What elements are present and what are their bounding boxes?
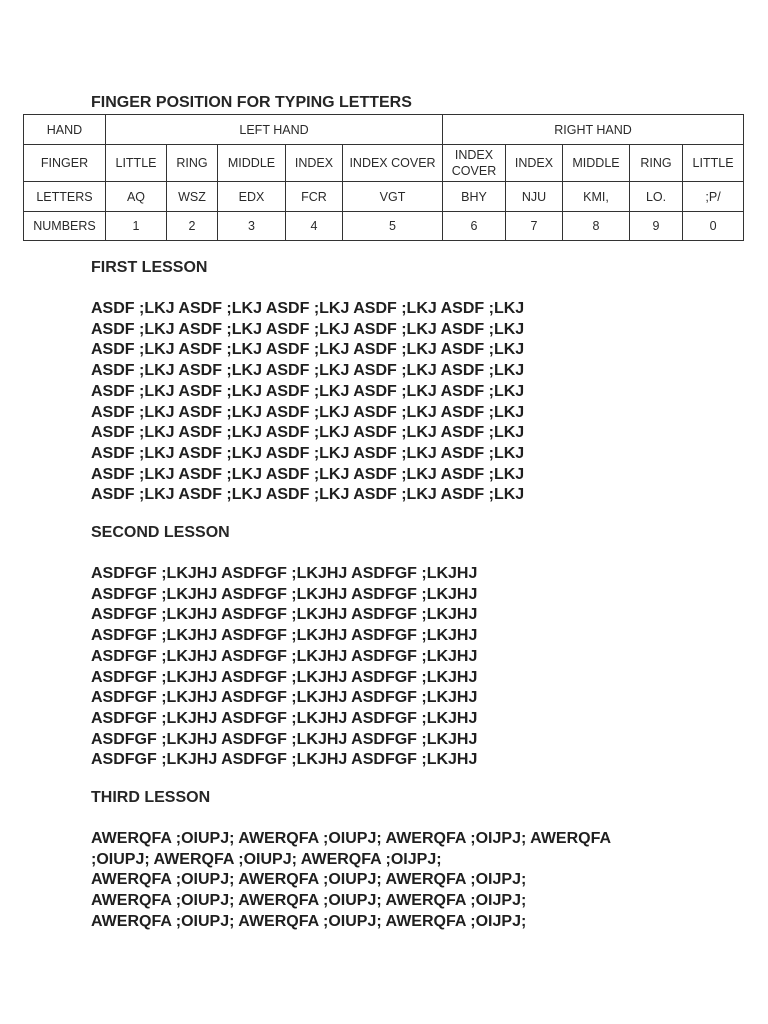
lesson-line: ASDF ;LKJ ASDF ;LKJ ASDF ;LKJ ASDF ;LKJ ASDF ;LKJ bbox=[91, 362, 525, 380]
numbers-cell: 0 bbox=[683, 212, 744, 241]
lesson-heading: THIRD LESSON bbox=[91, 789, 211, 806]
numbers-cell: 8 bbox=[563, 212, 630, 241]
lesson-line: ASDF ;LKJ ASDF ;LKJ ASDF ;LKJ ASDF ;LKJ ASDF ;LKJ bbox=[91, 320, 525, 338]
numbers-row bbox=[24, 212, 744, 241]
lesson-line: ASDF ;LKJ ASDF ;LKJ ASDF ;LKJ ASDF ;LKJ ASDF ;LKJ bbox=[91, 465, 525, 483]
lesson-line: ASDFGF ;LKJHJ ASDFGF ;LKJHJ ASDFGF ;LKJHJ bbox=[91, 668, 478, 686]
letters-cell: NJU bbox=[506, 182, 563, 212]
lesson-line: ASDFGF ;LKJHJ ASDFGF ;LKJHJ ASDFGF ;LKJHJ bbox=[91, 689, 478, 707]
lesson-line: AWERQFA ;OIUPJ; AWERQFA ;OIUPJ; AWERQFA ;OIJPJ; bbox=[91, 892, 527, 910]
lesson-line: ASDFGF ;LKJHJ ASDFGF ;LKJHJ ASDFGF ;LKJHJ bbox=[91, 709, 478, 727]
lesson-line: ASDF ;LKJ ASDF ;LKJ ASDF ;LKJ ASDF ;LKJ ASDF ;LKJ bbox=[91, 486, 525, 504]
lesson-line: ASDFGF ;LKJHJ ASDFGF ;LKJHJ ASDFGF ;LKJHJ bbox=[91, 647, 478, 665]
page-title: FINGER POSITION FOR TYPING LETTERS bbox=[91, 94, 412, 111]
letters-row bbox=[24, 182, 744, 212]
lesson-line: AWERQFA ;OIUPJ; AWERQFA ;OIUPJ; AWERQFA ;OIJPJ; AWERQFA bbox=[91, 830, 612, 847]
finger-cell: LITTLE bbox=[683, 145, 744, 182]
numbers-cell: 1 bbox=[106, 212, 167, 241]
lesson-line: ASDF ;LKJ ASDF ;LKJ ASDF ;LKJ ASDF ;LKJ ASDF ;LKJ bbox=[91, 300, 525, 317]
letters-cell: VGT bbox=[343, 182, 443, 212]
finger-cell: INDEX bbox=[506, 145, 563, 182]
finger-cell: INDEX bbox=[286, 145, 343, 182]
numbers-cell: 4 bbox=[286, 212, 343, 241]
hand-row bbox=[24, 115, 744, 145]
lesson-line: ASDFGF ;LKJHJ ASDFGF ;LKJHJ ASDFGF ;LKJHJ bbox=[91, 565, 478, 582]
numbers-cell: 7 bbox=[506, 212, 563, 241]
lesson-line: ASDFGF ;LKJHJ ASDFGF ;LKJHJ ASDFGF ;LKJHJ bbox=[91, 627, 478, 645]
lesson-line: AWERQFA ;OIUPJ; AWERQFA ;OIUPJ; AWERQFA ;OIJPJ; bbox=[91, 912, 527, 930]
numbers-cell: 2 bbox=[167, 212, 218, 241]
lesson-line: AWERQFA ;OIUPJ; AWERQFA ;OIUPJ; AWERQFA ;OIJPJ; bbox=[91, 871, 527, 889]
finger-cell: LITTLE bbox=[106, 145, 167, 182]
numbers-cell: 3 bbox=[218, 212, 286, 241]
numbers-cell: 5 bbox=[343, 212, 443, 241]
letters-cell: EDX bbox=[218, 182, 286, 212]
letters-cell: LO. bbox=[630, 182, 683, 212]
finger-cell: RING bbox=[167, 145, 218, 182]
lesson-line: ASDF ;LKJ ASDF ;LKJ ASDF ;LKJ ASDF ;LKJ ASDF ;LKJ bbox=[91, 341, 525, 359]
numbers-cell: 9 bbox=[630, 212, 683, 241]
finger-position-table bbox=[23, 114, 744, 241]
finger-cell: INDEX COVER bbox=[443, 145, 506, 182]
finger-cell: MIDDLE bbox=[218, 145, 286, 182]
letters-cell: KMI, bbox=[563, 182, 630, 212]
lesson-line: ASDF ;LKJ ASDF ;LKJ ASDF ;LKJ ASDF ;LKJ ASDF ;LKJ bbox=[91, 403, 525, 421]
letters-label-cell: LETTERS bbox=[24, 182, 106, 212]
hand-label-cell: HAND bbox=[24, 115, 106, 145]
first-lesson-section bbox=[91, 258, 731, 506]
numbers-label-cell: NUMBERS bbox=[24, 212, 106, 241]
letters-cell: BHY bbox=[443, 182, 506, 212]
finger-label-cell: FINGER bbox=[24, 145, 106, 182]
lesson-line: ;OIUPJ; AWERQFA ;OIUPJ; AWERQFA ;OIJPJ; bbox=[91, 850, 442, 868]
numbers-cell: 6 bbox=[443, 212, 506, 241]
finger-cell: RING bbox=[630, 145, 683, 182]
lesson-heading: SECOND LESSON bbox=[91, 524, 230, 541]
lesson-line: ASDF ;LKJ ASDF ;LKJ ASDF ;LKJ ASDF ;LKJ ASDF ;LKJ bbox=[91, 424, 525, 442]
lesson-line: ASDF ;LKJ ASDF ;LKJ ASDF ;LKJ ASDF ;LKJ ASDF ;LKJ bbox=[91, 444, 525, 462]
letters-cell: FCR bbox=[286, 182, 343, 212]
finger-cell: INDEX COVER bbox=[343, 145, 443, 182]
letters-cell: AQ bbox=[106, 182, 167, 212]
third-lesson-section bbox=[91, 788, 731, 933]
finger-row bbox=[24, 145, 744, 182]
lesson-line: ASDF ;LKJ ASDF ;LKJ ASDF ;LKJ ASDF ;LKJ ASDF ;LKJ bbox=[91, 382, 525, 400]
letters-cell: ;P/ bbox=[683, 182, 744, 212]
lesson-line: ASDFGF ;LKJHJ ASDFGF ;LKJHJ ASDFGF ;LKJHJ bbox=[91, 585, 478, 603]
left-hand-cell: LEFT HAND bbox=[106, 115, 443, 145]
lesson-heading: FIRST LESSON bbox=[91, 259, 208, 276]
finger-cell: MIDDLE bbox=[563, 145, 630, 182]
second-lesson-section bbox=[91, 523, 731, 771]
lesson-line: ASDFGF ;LKJHJ ASDFGF ;LKJHJ ASDFGF ;LKJHJ bbox=[91, 730, 478, 748]
right-hand-cell: RIGHT HAND bbox=[443, 115, 744, 145]
letters-cell: WSZ bbox=[167, 182, 218, 212]
lesson-line: ASDFGF ;LKJHJ ASDFGF ;LKJHJ ASDFGF ;LKJHJ bbox=[91, 606, 478, 624]
lesson-line: ASDFGF ;LKJHJ ASDFGF ;LKJHJ ASDFGF ;LKJHJ bbox=[91, 751, 478, 769]
